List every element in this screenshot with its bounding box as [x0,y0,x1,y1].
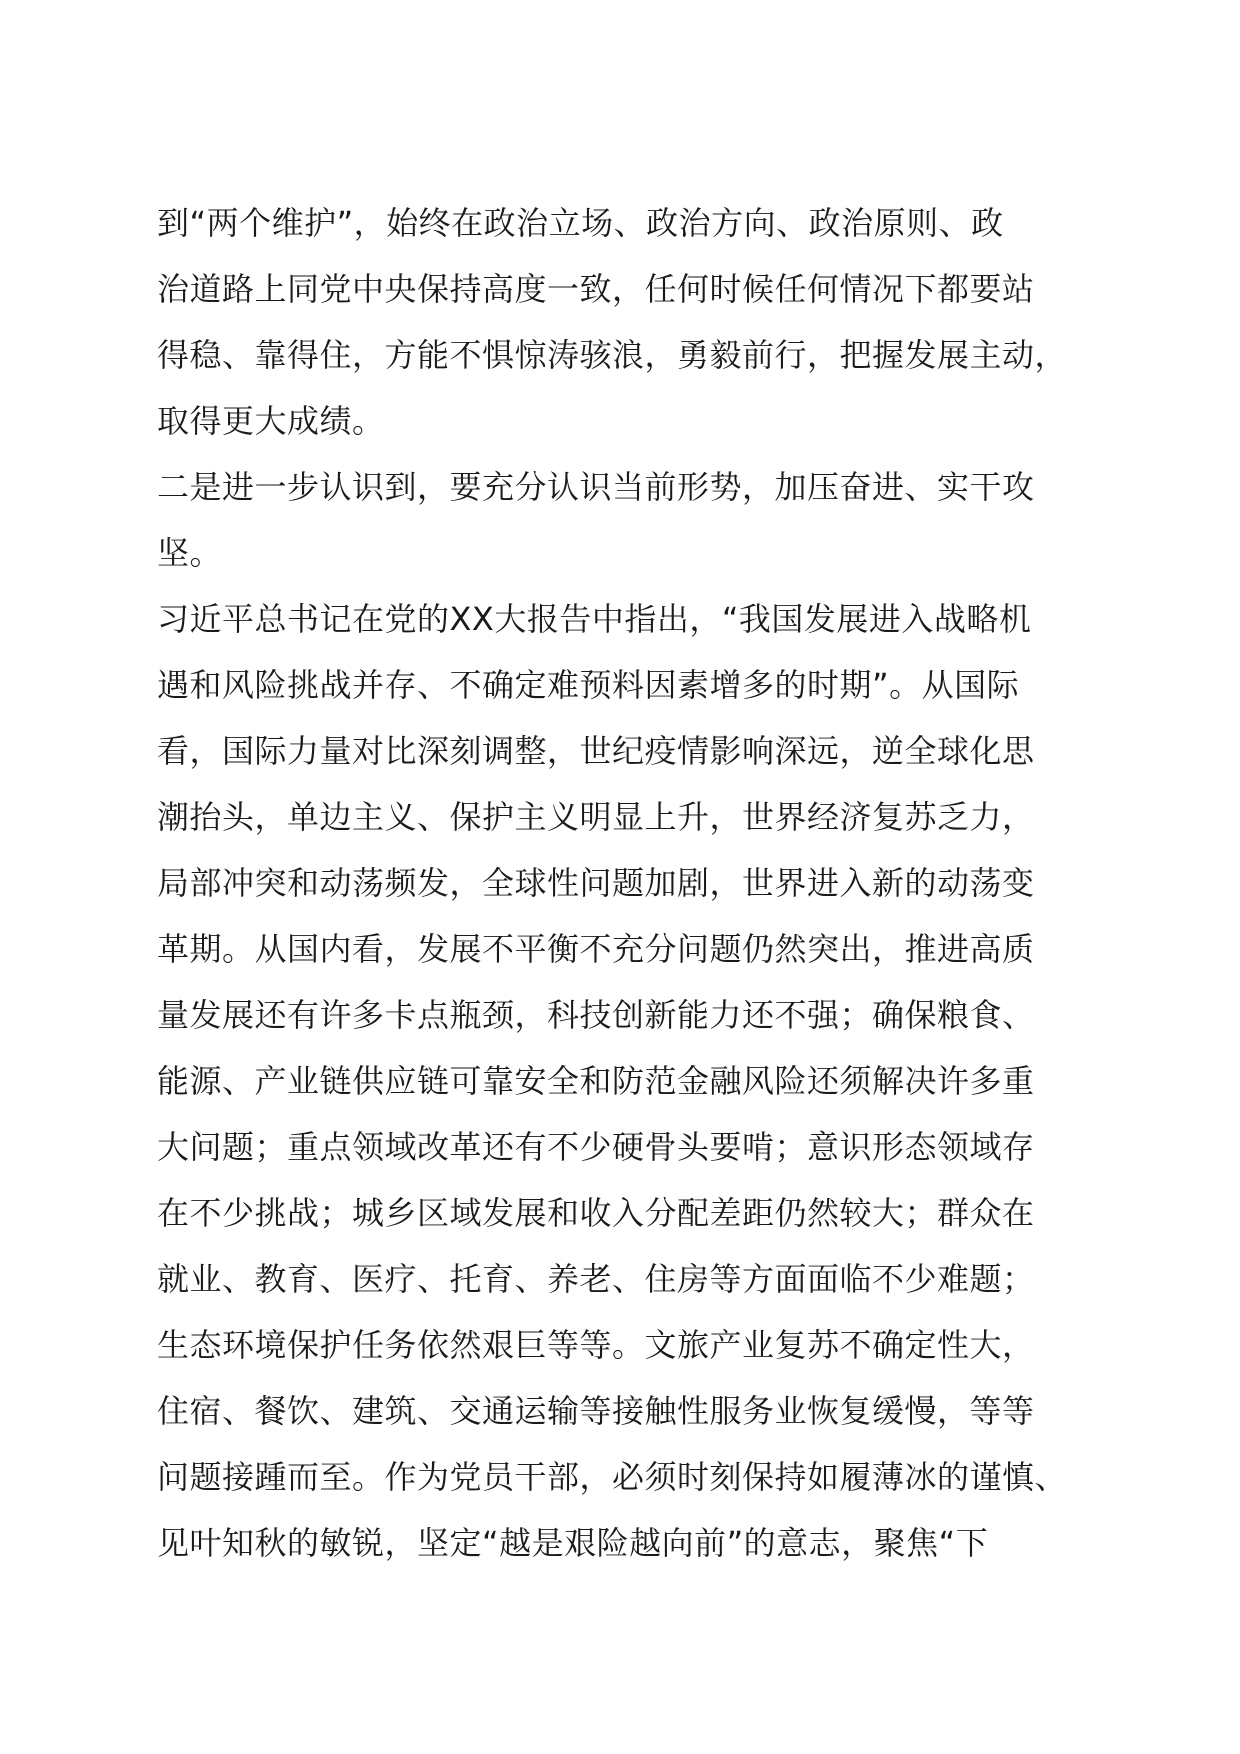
text-line: 就业、教育、医疗、托育、养老、住房等方面面临不少难题； [157,1260,1035,1298]
text-line: 能源、产业链供应链可靠安全和防范金融风险还须解决许多重 [157,1062,1035,1100]
text-line: 大问题；重点领域改革还有不少硬骨头要啃；意识形态领域存 [157,1128,1035,1166]
text-line: 潮抬头，单边主义、保护主义明显上升，世界经济复苏乏力， [157,798,1035,836]
text-line: 住宿、餐饮、建筑、交通运输等接触性服务业恢复缓慢，等等 [157,1392,1035,1430]
text-line: 见叶知秋的敏锐，坚定“越是艰险越向前”的意志，聚焦“下 [157,1524,989,1562]
text-line: 得稳、靠得住，方能不惧惊涛骇浪，勇毅前行，把握发展主动， [157,336,1068,374]
text-line: 在不少挑战；城乡区域发展和收入分配差距仍然较大；群众在 [157,1194,1035,1232]
text-line: 治道路上同党中央保持高度一致，任何时候任何情况下都要站 [157,270,1035,308]
body-text [157,190,1097,1576]
text-line: 革期。从国内看，发展不平衡不充分问题仍然突出，推进高质 [157,930,1035,968]
text-line: 看，国际力量对比深刻调整，世纪疫情影响深远，逆全球化思 [157,732,1035,770]
text-line: 到“两个维护”，始终在政治立场、政治方向、政治原则、政 [157,204,1004,242]
text-line: 二是进一步认识到，要充分认识当前形势，加压奋进、实干攻 [157,468,1035,506]
text-line: 量发展还有许多卡点瓶颈，科技创新能力还不强；确保粮食、 [157,996,1035,1034]
text-line: 问题接踵而至。作为党员干部，必须时刻保持如履薄冰的谨慎、 [157,1458,1068,1496]
text-line: 遇和风险挑战并存、不确定难预料因素增多的时期”。从国际 [157,666,1020,704]
text-line: 局部冲突和动荡频发，全球性问题加剧，世界进入新的动荡变 [157,864,1035,902]
text-line: 取得更大成绩。 [157,402,385,440]
text-line: 坚。 [157,534,223,572]
text-line: 习近平总书记在党的XX大报告中指出，“我国发展进入战略机 [157,600,1032,638]
text-line: 生态环境保护任务依然艰巨等等。文旅产业复苏不确定性大， [157,1326,1035,1364]
